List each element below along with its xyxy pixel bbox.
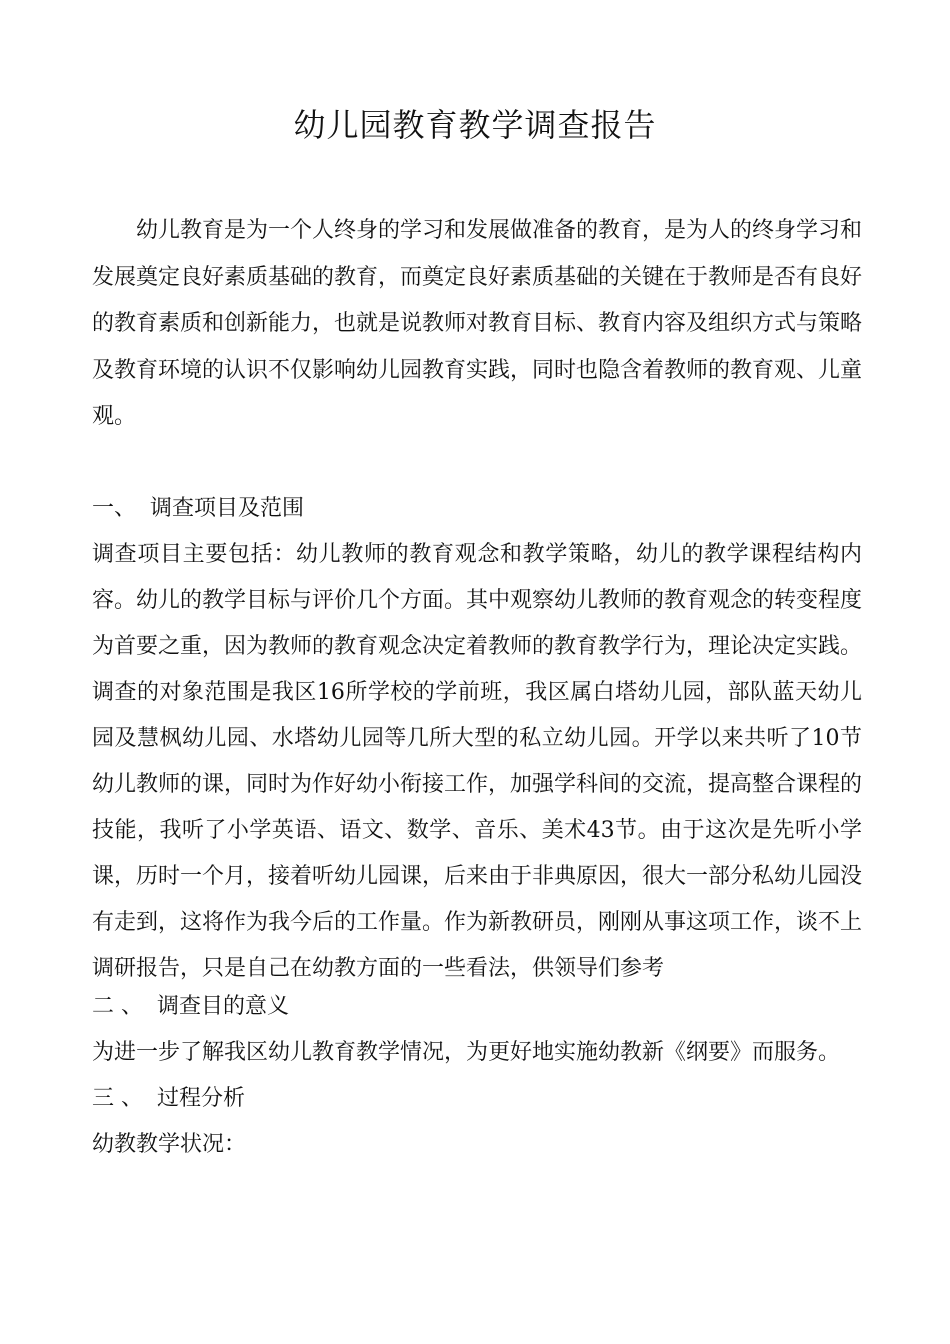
- section-paragraph-2: 为进一步了解我区幼儿教育教学情况，为更好地实施幼教新《纲要》而服务。: [92, 1040, 841, 1065]
- document-title: 幼儿园教育教学调查报告: [293, 106, 657, 144]
- section-paragraph-3: 幼教教学状况：: [92, 1132, 247, 1157]
- section-paragraph-1: 调查项目主要包括：幼儿教师的教育观念和教学策略，幼儿的教学课程结构内容。幼儿的教学目标与评价几个方面。其中观察幼儿教师的教育观念的转变程度为首要之重，因为教师的教育观念决定着教师的教育教学行为，理论决定实践。调查的对象范围是我区16所学校的学前班，我区属白塔幼儿园，部队蓝天幼儿园及慧枫幼儿园、水塔幼儿园等几所大型的私立幼儿园。开学以来共听了10节幼儿教师的课，同时为作好幼小衔接工作，加强学科间的交流，提高整合课程的技能，我听了小学英语、语文、数学、音乐、美术43节。由于这次是先听小学课，历时一个月，接着听幼儿园课，后来由于非典原因，很大一部分私幼儿园没有走到，这将作为我今后的工作量。作为新教研员，刚刚从事这项工作，谈不上调研报告，只是自己在幼教方面的一些看法，供领导们参考: [92, 542, 863, 981]
- document-body: [92, 486, 862, 1168]
- section-heading-1: 一、 调查项目及范围: [92, 496, 304, 521]
- intro-paragraph: 幼儿教育是为一个人终身的学习和发展做准备的教育，是为人的终身学习和发展奠定良好素质基础的教育，而奠定良好素质基础的关键在于教师是否有良好的教育素质和创新能力，也就是说教师对教育目标、教育内容及组织方式与策略及教育环境的认识不仅影响幼儿园教育实践，同时也隐含着教师的教育观、儿童观。: [92, 218, 863, 429]
- section-heading-2: 二 、 调查目的意义: [92, 994, 289, 1019]
- section-heading-3: 三 、 过程分析: [92, 1086, 245, 1111]
